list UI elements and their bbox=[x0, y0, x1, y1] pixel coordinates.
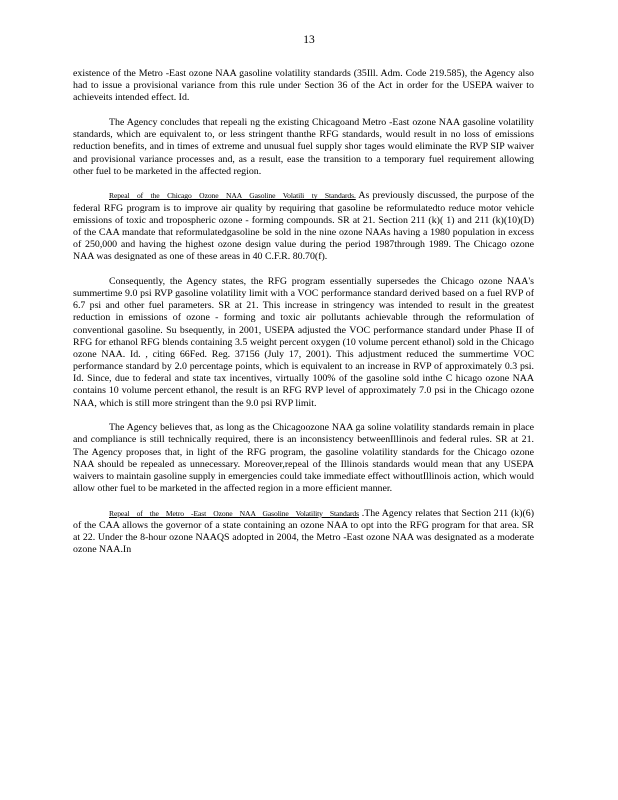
paragraph-chicago-repeal bbox=[73, 190, 534, 263]
section-heading-metro-east-repeal: Repeal of the Metro -East Ozone NAA Gasoline Volatility Standards bbox=[109, 508, 359, 518]
paragraph-metro-east-repeal bbox=[73, 508, 534, 557]
paragraph-metro-east-repeal-text: .The Agency relates that Section 211 (k)(6) of the CAA allows the governor of a state containing an ozone NAA to opt into the RFG program for that area. SR at 22. Under the 8-hour ozone NAAQS adopted in 2004, the Metro -East ozone NAA was designated as a moderate ozone NAA.In bbox=[73, 507, 535, 556]
paragraph-continuation: existence of the Metro -East ozone NAA gasoline volatility standards (35Ill. Adm. Code 219.585), the Agency also had to issue a provisional variance from this rule under Section 36 of the Act in order for the USEPA waiver to achieveits intended effect. Id. bbox=[73, 68, 534, 104]
paragraph-chicago-repeal-text: As previously discussed, the purpose of the federal RFG program is to improve air quality by requiring that gasoline be reformulatedto reduce motor vehicle emissions of toxic and tropospheric ozone - forming compounds. SR at 21. Section 211 (k)( 1) and 211 (k)(10)(D) of the CAA mandate that reformulatedgasoline be sold in the nine ozone NAAs having a 1980 population in excess of 250,000 and having the highest ozone design value during the period 1987through 1989. The Chicago ozone NAA was designated as one of these areas in 40 C.F.R. 80.70(f). bbox=[73, 190, 534, 263]
page-number: 13 bbox=[303, 34, 315, 46]
paragraph-consequently: Consequently, the Agency states, the RFG program essentially supersedes the Chicago ozone NAA's summertime 9.0 psi RVP gasoline volatility limit with a VOC performance standard derived based on a fuel RVP of 6.7 psi and other fuel parameters. SR at 21. This increase in stringency was intended to result in the greatest reduction in emissions of ozone - forming and toxic air pollutants achievable through the reformulation of conventional gasoline. Su bsequently, in 2001, USEPA adjusted the VOC performance standard under Phase II of RFG for ethanol RFG blends containing 3.5 weight percent oxygen (10 volume percent ethanol) sold in the Chicago ozone NAA. Id. , citing 66Fed. Reg. 37156 (July 17, 2001). This adjustment reduced the summertime VOC performance standard by 2.0 percentage points, which is equivalent to an increase in RVP of approximately 0.3 psi. Id. Since, due to federal and state tax incentives, virtually 100% of the gasoline sold inthe C hicago ozone NAA contains 10 volume percent ethanol, the result is an RFG RVP level of approximately 7.0 psi in the Chicago ozone NAA, which is still more stringent than the 9.0 psi RVP limit. bbox=[73, 275, 534, 409]
document-body bbox=[73, 68, 534, 569]
section-heading-chicago-repeal: Repeal of the Chicago Ozone NAA Gasoline Volatili ty Standards. bbox=[109, 191, 356, 201]
paragraph-agency-concludes: The Agency concludes that repeali ng the existing Chicagoand Metro -East ozone NAA gasoline volatility standards, which are equivalent to, or less stringent thanthe RFG standards, would result in no loss of emissions reduction benefits, and in times of extreme and unusual fuel supply shor tages would eliminate the RVP SIP waiver and provisional variance processes and, as a result, ease the transition to a temporary fuel requirement allowing other fuel to be marketed in the affected region. bbox=[73, 117, 534, 177]
paragraph-agency-believes: The Agency believes that, as long as the Chicagoozone NAA ga soline volatility standards remain in place and compliance is still technically required, there is an inconsistency betweenIllinois and federal rules. SR at 21. The Agency proposes that, in light of the RFG program, the gasoline volatility standards for the Chicago ozone NAA should be repealed as unnecessary. Moreover,repeal of the Illinois standards would mean that any USEPA waivers to maintain gasoline supply in emergencies could take immediate effect withoutIllinois action, which would allow other fuel to be marketed in the affected region in a more efficient manner. bbox=[73, 422, 534, 495]
